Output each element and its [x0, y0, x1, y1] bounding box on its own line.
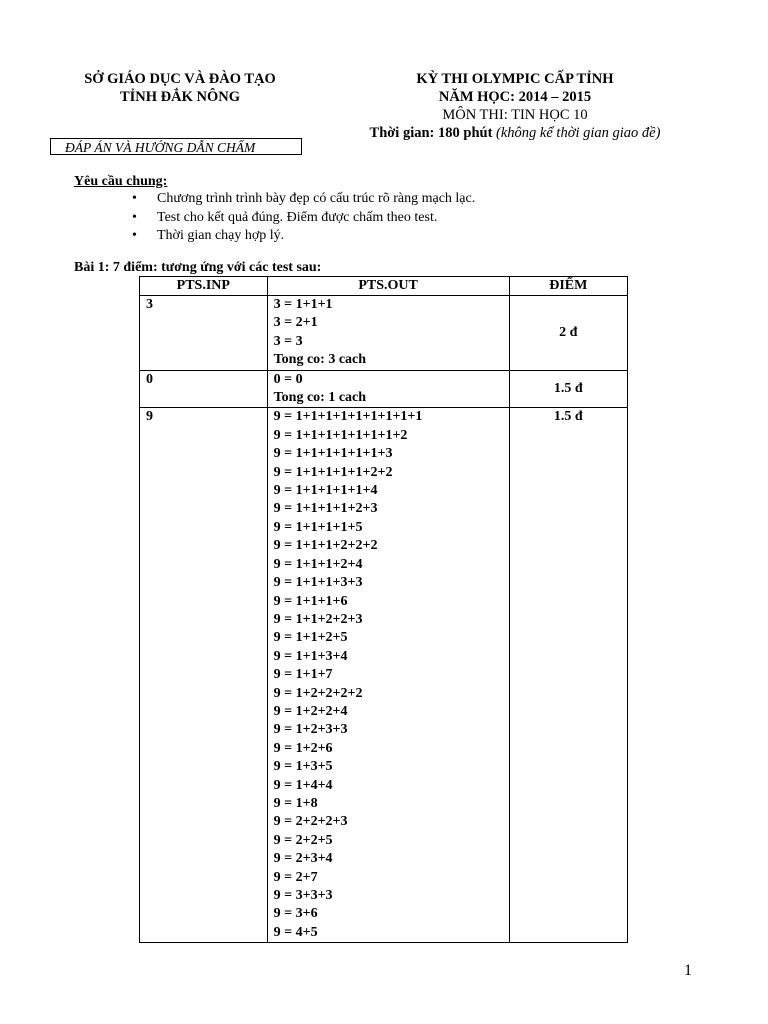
- output-line: 9 = 1+1+1+1+1+4: [273, 483, 378, 499]
- output-line: 9 = 1+8: [273, 795, 318, 811]
- score-cell: 2 đ: [509, 296, 627, 371]
- output-line: 9 = 1+2+6: [273, 740, 333, 756]
- table-row: [140, 408, 628, 943]
- time-note: (không kể thời gian giao đề): [496, 125, 661, 141]
- output-line: 9 = 1+1+1+1+1+1+1+2: [273, 427, 408, 443]
- column-header-output: PTS.OUT: [267, 277, 509, 296]
- output-line: 9 = 1+1+1+2+2+2: [273, 538, 378, 554]
- output-line: 9 = 1+1+3+4: [273, 648, 348, 664]
- output-line: 9 = 1+1+1+1+1+1+1+1+1: [273, 409, 423, 425]
- test-output-cell: [267, 370, 509, 408]
- output-line: 3 = 3: [273, 333, 303, 349]
- exam-time: [340, 124, 690, 142]
- department-header: [40, 70, 320, 106]
- requirement-item: • Chương trình trình bày đẹp có cấu trúc rõ ràng mạch lạc.: [132, 190, 475, 209]
- output-line: Tong co: 3 cach: [273, 352, 367, 368]
- output-line: 9 = 3+3+3: [273, 888, 333, 903]
- requirements-title: Yêu cầu chung:: [74, 174, 168, 189]
- output-line: 9 = 2+2+5: [273, 832, 333, 848]
- province-name: TỈNH ĐẮK NÔNG: [119, 89, 241, 105]
- test-input-cell: 0: [140, 370, 268, 408]
- output-line: 9 = 1+1+2+2+3: [273, 611, 363, 627]
- requirement-item: • Test cho kết quả đúng. Điểm được chấm theo test.: [132, 209, 475, 228]
- output-line: 9 = 1+1+2+5: [273, 630, 348, 646]
- output-line: 9 = 1+2+2+4: [273, 703, 348, 719]
- exam-header: [340, 70, 690, 142]
- output-line: 9 = 1+1+1+2+4: [273, 556, 363, 572]
- department-name: SỞ GIÁO DỤC VÀ ĐÀO TẠO: [84, 71, 276, 87]
- requirement-item: • Thời gian chạy hợp lý.: [132, 227, 475, 246]
- column-header-score: ĐIỂM: [509, 277, 627, 296]
- time-label: Thời gian: 180 phút: [369, 125, 493, 141]
- output-line: 3 = 2+1: [273, 315, 318, 331]
- exam-subject: MÔN THI: TIN HỌC 10: [442, 107, 588, 123]
- output-line: 9 = 1+2+2+2+2: [273, 685, 363, 701]
- output-line: 9 = 2+2+2+3: [273, 814, 348, 830]
- output-line: 9 = 1+1+1+1+1+1+3: [273, 446, 393, 462]
- test-output-cell: [267, 408, 509, 943]
- test-input-cell: 9: [140, 408, 268, 943]
- output-line: Tong co: 1 cach: [273, 390, 367, 406]
- requirements-list: [132, 190, 475, 246]
- output-line: 9 = 4+5: [273, 924, 318, 940]
- answer-key-box: ĐÁP ÁN VÀ HƯỚNG DẪN CHẤM: [50, 138, 302, 155]
- table-row: [140, 370, 628, 408]
- column-header-input: PTS.INP: [140, 277, 268, 296]
- grading-table-body: [140, 296, 628, 943]
- output-line: 3 = 1+1+1: [273, 297, 333, 312]
- output-line: 9 = 2+3+4: [273, 851, 333, 867]
- output-line: 9 = 2+7: [273, 869, 318, 885]
- output-line: 9 = 1+1+1+1+2+3: [273, 501, 378, 517]
- output-line: 9 = 1+1+1+1+5: [273, 519, 363, 535]
- score-cell: 1.5 đ: [509, 370, 627, 408]
- exam-title: KỲ THI OLYMPIC CẤP TỈNH: [416, 71, 614, 87]
- school-year: NĂM HỌC: 2014 – 2015: [438, 89, 592, 105]
- table-row: [140, 296, 628, 371]
- output-line: 9 = 1+3+5: [273, 759, 333, 775]
- table-header-row: [140, 277, 628, 296]
- output-line: 9 = 3+6: [273, 906, 318, 922]
- output-line: 9 = 1+1+1+3+3: [273, 575, 363, 591]
- grading-table: [139, 276, 628, 943]
- page-number: 1: [684, 962, 692, 979]
- output-line: 9 = 1+1+1+1+1+2+2: [273, 464, 393, 480]
- output-line: 0 = 0: [273, 371, 303, 387]
- output-line: 9 = 1+1+1+6: [273, 593, 348, 609]
- score-cell: 1.5 đ: [509, 408, 627, 943]
- output-line: 9 = 1+1+7: [273, 667, 333, 683]
- problem-1-title: Bài 1: 7 điểm: tương ứng với các test sau:: [74, 260, 322, 275]
- output-line: 9 = 1+4+4: [273, 777, 333, 793]
- output-line: 9 = 1+2+3+3: [273, 722, 348, 738]
- test-input-cell: 3: [140, 296, 268, 371]
- test-output-cell: [267, 296, 509, 371]
